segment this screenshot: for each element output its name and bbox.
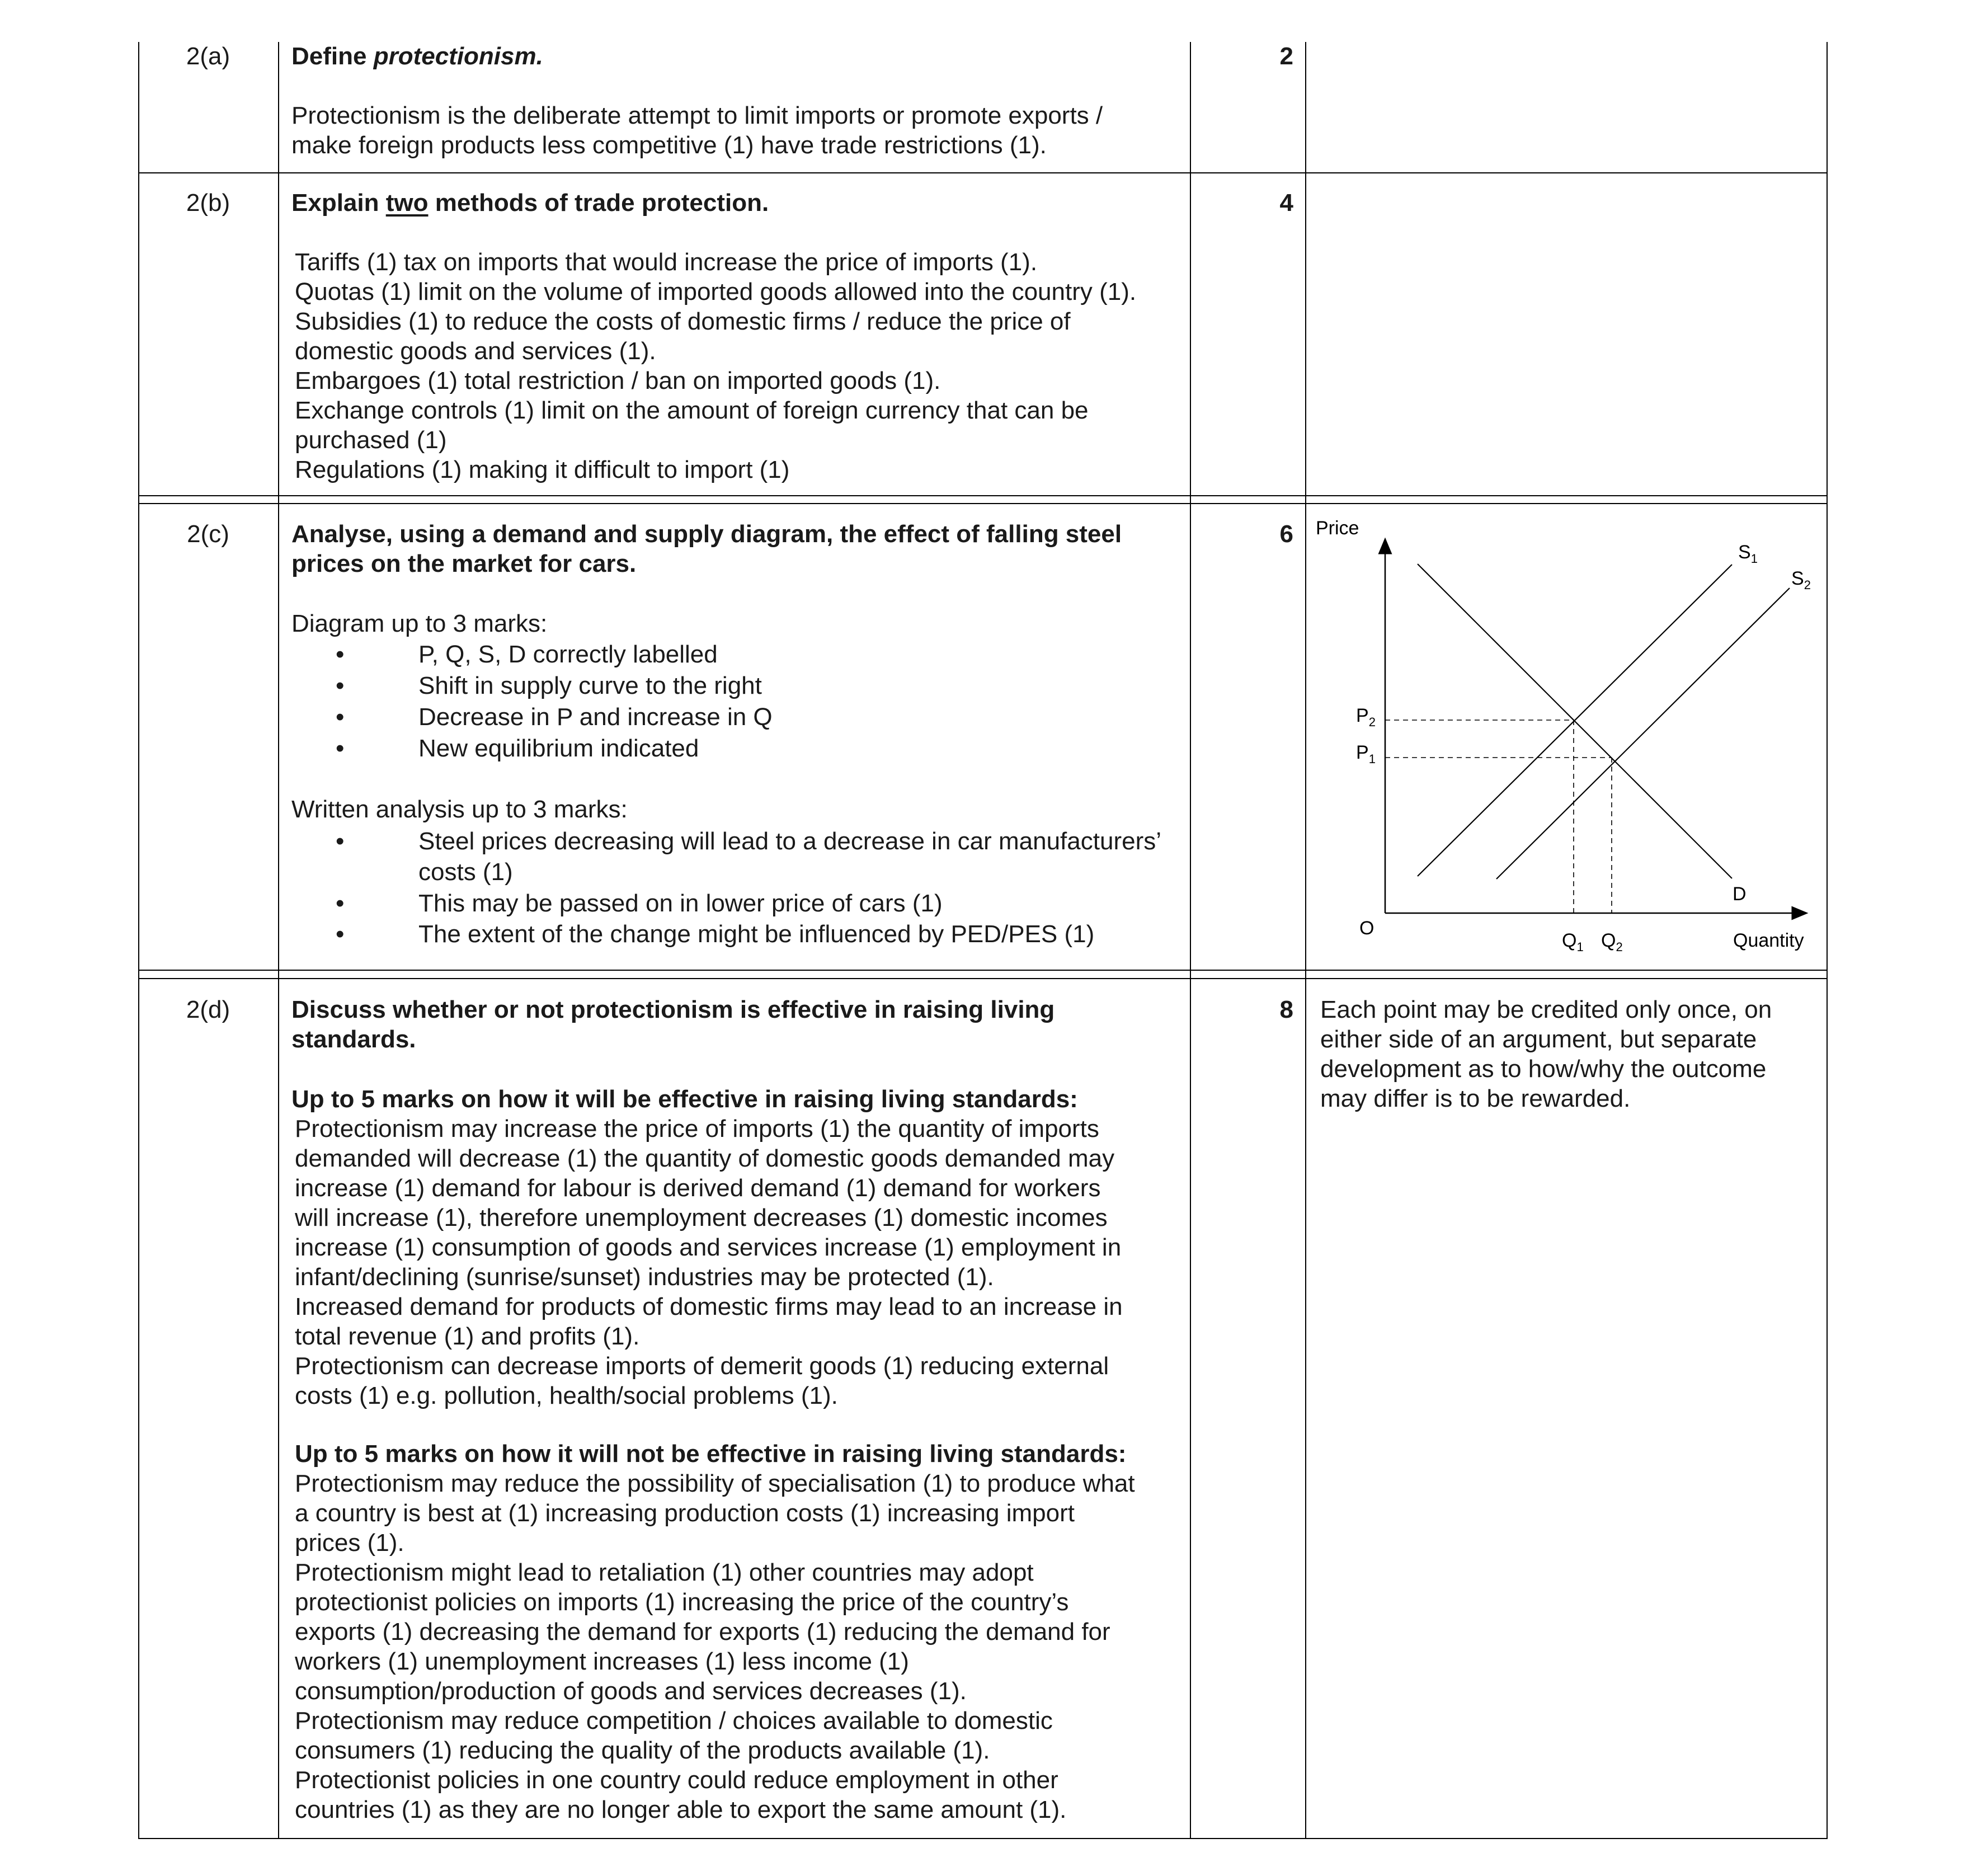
prompt-text: Define <box>291 43 374 70</box>
guidance-line: development as to how/why the outcome <box>1320 1055 1767 1083</box>
prompt-text: methods of trade protection. <box>428 189 769 217</box>
question-number: 2(c) <box>187 520 229 548</box>
answer-line: protectionist policies on imports (1) increasing the price of the country’s <box>295 1588 1069 1616</box>
supply-curve-s2 <box>1496 588 1790 879</box>
answer-line: Protectionism can decrease imports of demerit goods (1) reducing external <box>295 1352 1109 1380</box>
x-axis-label: Quantity <box>1733 930 1804 951</box>
answer-text <box>295 247 1136 485</box>
question-prompt <box>291 188 769 218</box>
answer-line: Protectionism might lead to retaliation (1) other countries may adopt <box>295 1559 1034 1586</box>
answer-line: Protectionist policies in one country could reduce employment in other <box>295 1766 1058 1794</box>
answer-line: prices (1). <box>295 1529 404 1557</box>
prompt-line: Analyse, using a demand and supply diagram, the effect of falling steel <box>291 520 1122 548</box>
question-prompt <box>291 519 1122 579</box>
marks-value: 6 <box>1279 520 1293 548</box>
prompt-line: prices on the market for cars. <box>291 550 637 577</box>
guidance-line: Each point may be credited only once, on <box>1320 996 1772 1023</box>
marks-value: 8 <box>1279 996 1293 1023</box>
question-number: 2(b) <box>186 189 230 217</box>
prompt-text: Explain <box>291 189 386 217</box>
question-prompt <box>291 995 1055 1054</box>
prompt-emphasis: two <box>385 189 429 217</box>
guidance-line: either side of an argument, but separate <box>1320 1026 1757 1053</box>
table-border-left <box>138 42 139 1839</box>
curve-label-s2: $S_2$ <box>1791 568 1811 592</box>
row-divider <box>138 172 1828 173</box>
column-divider-answer <box>1190 42 1191 1839</box>
list-item-continuation: costs (1) <box>418 858 513 886</box>
question-number: 2(d) <box>186 996 230 1023</box>
table-border-right <box>1827 42 1828 1839</box>
price-label-p1: $P_1$ <box>1356 742 1376 766</box>
answer-line: workers (1) unemployment increases (1) less income (1) <box>295 1648 909 1675</box>
answer-line: total revenue (1) and profits (1). <box>295 1323 640 1350</box>
table-border-bottom <box>138 1838 1828 1839</box>
curve-label-d: D <box>1733 883 1747 905</box>
answer-line: consumption/production of goods and services decreases (1). <box>295 1677 967 1705</box>
curve-label-s1: $S_1$ <box>1738 542 1758 566</box>
answer-line: Protectionism is the deliberate attempt to limit imports or promote exports / <box>291 102 1103 129</box>
row-divider <box>138 503 1828 504</box>
quantity-label-q1: $Q_1$ <box>1562 930 1584 954</box>
answer-line: Quotas (1) limit on the volume of imported goods allowed into the country (1). <box>295 278 1137 305</box>
answer-line: Protectionism may reduce competition / choices available to domestic <box>295 1707 1053 1734</box>
not-effective-heading: Up to 5 marks on how it will not be effective in raising living standards: <box>295 1440 1127 1468</box>
answer-line: Increased demand for products of domestic firms may lead to an increase in <box>295 1293 1123 1320</box>
price-label-p2: $P_2$ <box>1356 705 1376 729</box>
quantity-label-q2: $Q_2$ <box>1601 930 1623 954</box>
answer-line: a country is best at (1) increasing production costs (1) increasing import <box>295 1499 1075 1527</box>
question-prompt <box>291 41 543 71</box>
answer-line: Protectionism may increase the price of imports (1) the quantity of imports <box>295 1115 1099 1142</box>
answer-line: increase (1) consumption of goods and services increase (1) employment in <box>295 1234 1122 1261</box>
answer-line: Tariffs (1) tax on imports that would increase the price of imports (1). <box>295 248 1038 276</box>
column-divider-question <box>278 42 279 1839</box>
row-divider <box>138 978 1828 979</box>
not-effective-answer <box>295 1469 1135 1825</box>
answer-line: Embargoes (1) total restriction / ban on imported goods (1). <box>295 367 941 394</box>
answer-line: consumers (1) reducing the quality of the products available (1). <box>295 1737 990 1764</box>
answer-line: domestic goods and services (1). <box>295 337 656 365</box>
guidance-line: may differ is to be rewarded. <box>1320 1085 1631 1112</box>
answer-line: Regulations (1) making it difficult to import (1) <box>295 456 790 483</box>
row-divider <box>138 495 1828 496</box>
answer-text <box>291 101 1103 160</box>
marking-guidance <box>1320 995 1772 1113</box>
answer-line: make foreign products less competitive (1) have trade restrictions (1). <box>291 131 1047 159</box>
answer-line: increase (1) demand for labour is derived demand (1) demand for workers <box>295 1174 1101 1202</box>
answer-line: costs (1) e.g. pollution, health/social problems (1). <box>295 1382 838 1409</box>
diagram-marks-heading: Diagram up to 3 marks: <box>291 610 548 637</box>
effective-answer <box>295 1114 1123 1410</box>
answer-line: exports (1) decreasing the demand for exports (1) reducing the demand for <box>295 1618 1110 1645</box>
marks-value: 2 <box>1279 43 1293 70</box>
answer-line: will increase (1), therefore unemployment decreases (1) domestic incomes <box>295 1204 1108 1231</box>
column-divider-marks <box>1305 42 1306 1839</box>
question-number: 2(a) <box>186 43 230 70</box>
answer-line: countries (1) as they are no longer able to export the same amount (1). <box>295 1796 1067 1823</box>
supply-demand-diagram <box>1309 506 1827 965</box>
written-marks-heading: Written analysis up to 3 marks: <box>291 796 628 823</box>
prompt-line: standards. <box>291 1026 416 1053</box>
answer-line: demanded will decrease (1) the quantity of domestic goods demanded may <box>295 1145 1115 1172</box>
origin-label: O <box>1359 918 1374 939</box>
row-divider <box>138 970 1828 971</box>
prompt-term: protectionism. <box>373 43 543 70</box>
answer-line: Protectionism may reduce the possibility of specialisation (1) to produce what <box>295 1470 1135 1497</box>
answer-line: Exchange controls (1) limit on the amount of foreign currency that can be <box>295 397 1089 424</box>
answer-line: purchased (1) <box>295 426 447 454</box>
answer-line: infant/declining (sunrise/sunset) industries may be protected (1). <box>295 1263 994 1291</box>
y-axis-label: Price <box>1316 518 1359 539</box>
prompt-line: Discuss whether or not protectionism is effective in raising living <box>291 996 1055 1023</box>
effective-heading: Up to 5 marks on how it will be effective in raising living standards: <box>291 1085 1078 1113</box>
answer-line: Subsidies (1) to reduce the costs of domestic firms / reduce the price of <box>295 308 1071 335</box>
marks-value: 4 <box>1279 189 1293 217</box>
